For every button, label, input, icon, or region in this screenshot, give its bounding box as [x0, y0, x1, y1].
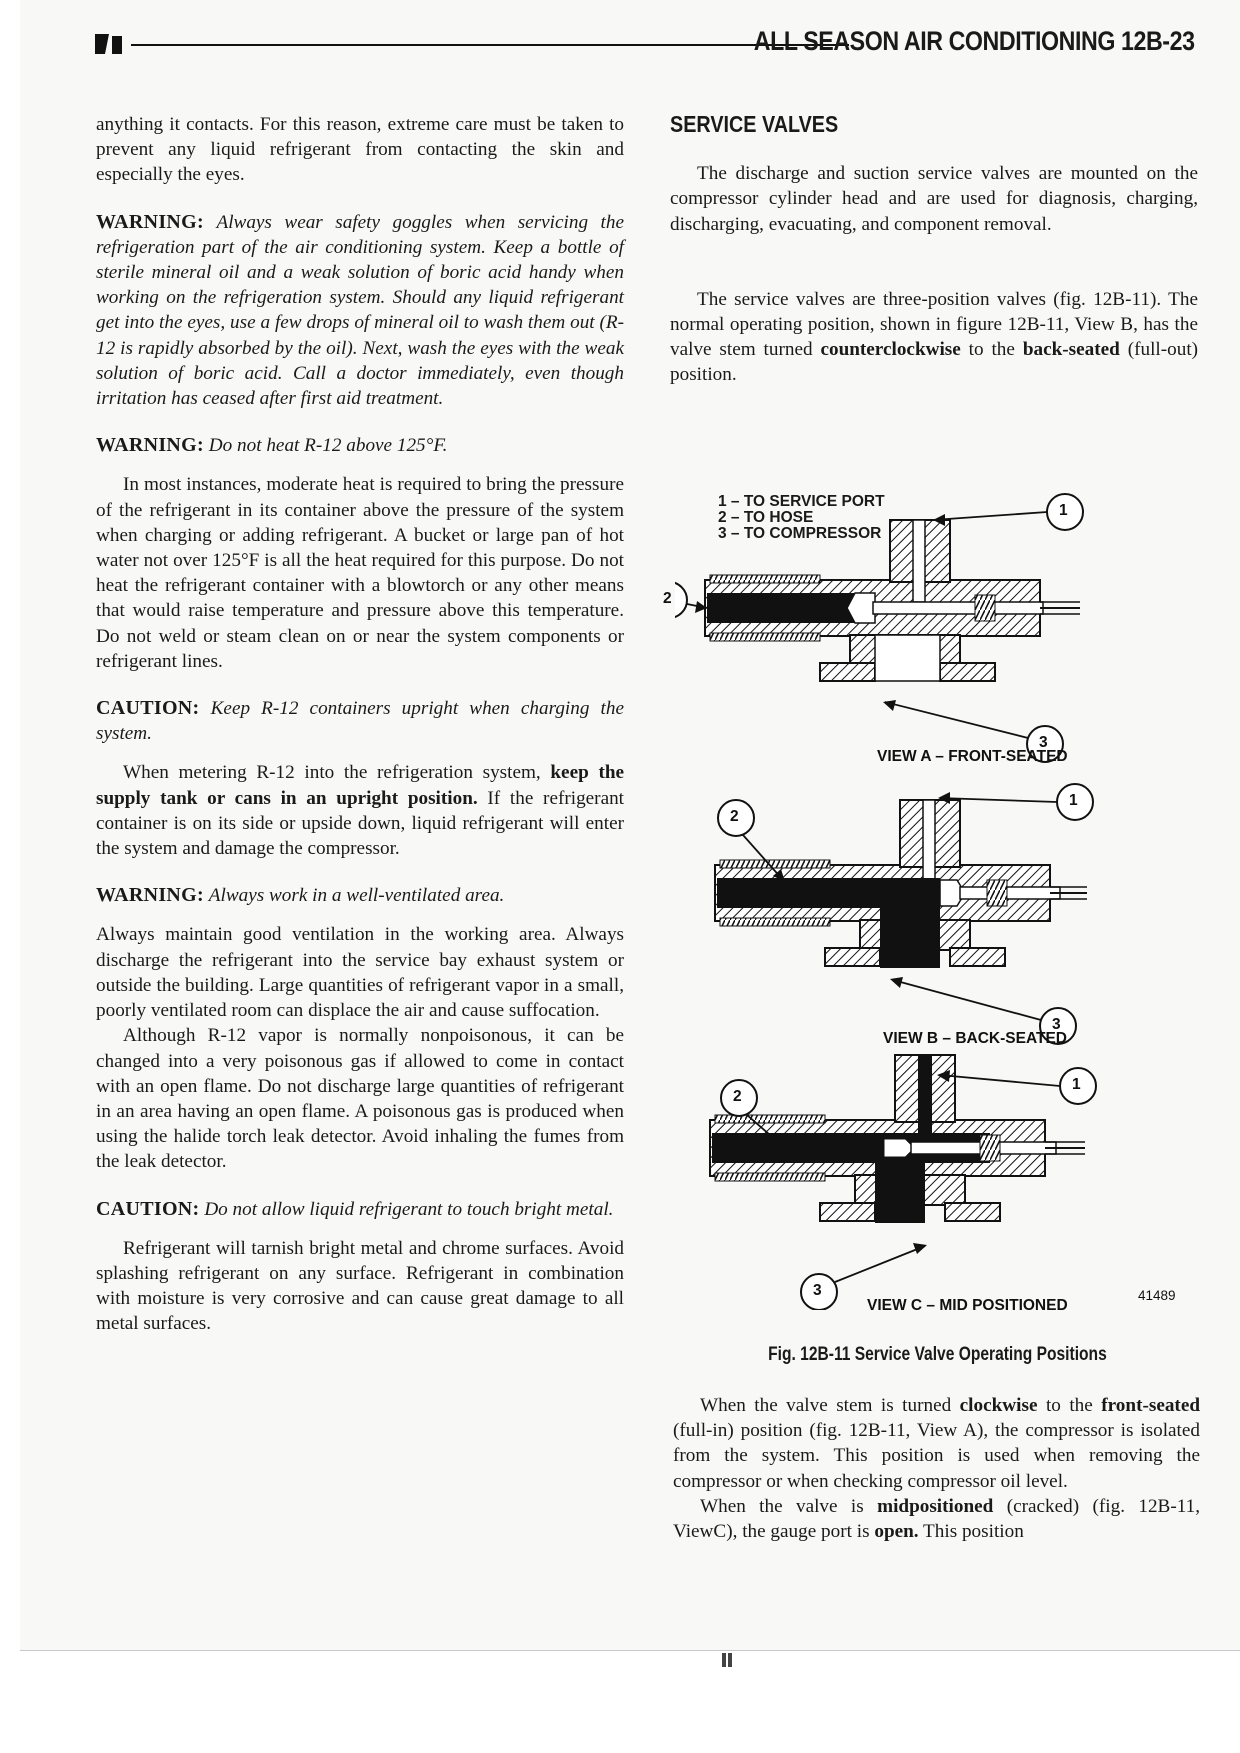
view-a-label: VIEW A – FRONT-SEATED: [877, 748, 1068, 765]
text-run: If the refrigerant container is on its side or upside down, liquid refrigerant will enter the system and damage the compressor.: [96, 787, 625, 860]
binding-mark: [728, 1653, 732, 1667]
caution-upright: [96, 696, 624, 746]
text-run: (cracked) (fig. 12B-11, ViewC), the gauge port is: [673, 1495, 1201, 1543]
text-run: The service valves are three-position valves (fig. 12B-11). The normal operating position, shown in figure 12B-11, View B, has the valve stem turned: [670, 288, 1198, 361]
figure-caption-text: Fig. 12B-11 Service Valve Operating Positions: [768, 1344, 1107, 1365]
legend-item: 1 – TO SERVICE PORT: [718, 493, 885, 510]
callout-number: 2: [663, 590, 672, 607]
legend-item: 2 – TO HOSE: [718, 509, 814, 526]
legend-item: 3 – TO COMPRESSOR: [718, 525, 882, 542]
emphasis: open.: [874, 1521, 919, 1543]
paragraph: Refrigerant will tarnish bright metal and chrome surfaces. Avoid splashing refrigerant on any surface. Refrigerant in combination with moisture is very corrosive and can cause great damage to all metal surfaces.: [96, 1237, 624, 1335]
emphasis: back-seated: [1022, 339, 1120, 361]
caution-text: Do not allow liquid refrigerant to touch bright metal.: [204, 1198, 614, 1220]
emphasis: counterclockwise: [820, 339, 961, 361]
view-b-label: VIEW B – BACK-SEATED: [883, 1030, 1068, 1047]
page-header: [95, 26, 1195, 64]
paragraph: Always maintain good ventilation in the working area. Always discharge the refrigerant into the service bay exhaust system or outside the building. Large quantities of refrigerant vapor in a small, poorly ventilated room can displace the air and cause suffocation.: [96, 924, 624, 1022]
paragraph: [96, 760, 624, 861]
emphasis: front-seated: [1101, 1395, 1201, 1416]
valve-view-c: [710, 1055, 1085, 1223]
emphasis: midpositioned: [877, 1495, 994, 1517]
text-run: This position: [923, 1521, 1024, 1543]
warning-ventilation: [96, 883, 624, 908]
right-column: [670, 112, 1198, 388]
binding-mark: [722, 1653, 726, 1667]
paragraph: The discharge and suction service valves are mounted on the compressor cylinder head and are used for diagnosis, charging, discharging, evacuating, and component removal.: [670, 163, 1198, 235]
caution-label: CAUTION:: [96, 1197, 200, 1220]
warning-eye-protection: [96, 210, 624, 412]
paragraph: Although R-12 vapor is normally nonpoisonous, it can be changed into a very poisonous gas if allowed to come in contact with an open flame. Do not discharge large quantities of refrigerant in an area having an open flame. A poisonous gas is produced when using the halide torch leak detector. Avoid inhaling the fumes from the leak detector.: [96, 1025, 624, 1173]
brand-logo-icon: [95, 34, 123, 54]
text-run: (full-out) position.: [670, 339, 1199, 386]
callout-number: 3: [1052, 1016, 1061, 1033]
text-run: When metering R-12 into the refrigeration system,: [123, 762, 541, 784]
emphasis: clockwise: [959, 1395, 1038, 1416]
callout-number: 3: [1039, 734, 1048, 751]
callout-number: 2: [730, 808, 739, 825]
caution-bright-metal: [96, 1197, 624, 1222]
right-column-bottom: [673, 1393, 1200, 1544]
paragraph: [670, 287, 1198, 388]
warning-label: WARNING:: [96, 884, 204, 907]
callout-number: 1: [1069, 792, 1078, 809]
left-column: [96, 112, 624, 1337]
valve-view-a: [705, 520, 1080, 681]
text-run: When the valve stem is turned: [700, 1395, 952, 1416]
text-run: to the: [1045, 1395, 1093, 1416]
callout-number: 1: [1072, 1076, 1081, 1093]
page-bottom-edge: [20, 1650, 1240, 1651]
text-run: When the valve is: [700, 1495, 864, 1517]
paragraph: anything it contacts. For this reason, extreme care must be taken to prevent any liquid refrigerant from contacting the skin and especially the eyes.: [96, 114, 624, 186]
header-rule: [131, 44, 849, 46]
page-title: ALL SEASON AIR CONDITIONING 12B-23: [754, 26, 1195, 56]
figure-number: 41489: [1138, 1288, 1176, 1303]
section-heading: SERVICE VALVES: [670, 111, 839, 137]
text-run: (full-in) position (fig. 12B-11, View A), the compressor is isolated from the system. This position is used when removing the compressor or when checking compressor oil level.: [673, 1420, 1200, 1492]
warning-heat: [96, 433, 624, 458]
figure-caption: [675, 1344, 1200, 1366]
caution-text: Keep R-12 containers upright when charging the system.: [96, 698, 624, 745]
paragraph: [673, 1494, 1200, 1544]
warning-label: WARNING:: [96, 434, 204, 457]
emphasis: keep the supply tank or cans in an upright position.: [96, 762, 625, 809]
valve-view-b: [715, 800, 1087, 968]
paragraph: [673, 1393, 1200, 1494]
warning-text: Do not heat R-12 above 125°F.: [208, 435, 448, 457]
warning-text: Always work in a well-ventilated area.: [208, 885, 505, 907]
warning-label: WARNING:: [96, 210, 204, 233]
view-c-label: VIEW C – MID POSITIONED: [867, 1297, 1068, 1314]
paragraph: In most instances, moderate heat is required to bring the pressure of the refrigerant in its container above the pressure of the system when charging or adding refrigerant. A bucket or large pan of hot water not over 125°F is all the heat required for this purpose. Do not heat the refrigerant container with a blowtorch or any other means that would raise temperature and pressure above this temperature. Do not weld or steam clean on or near the system components or refrigerant lines.: [96, 474, 624, 672]
caution-label: CAUTION:: [96, 697, 200, 720]
figure-legend: [718, 494, 885, 542]
text-run: to the: [968, 339, 1015, 361]
callout-number: 1: [1059, 502, 1068, 519]
callout-number: 2: [733, 1088, 742, 1105]
callout-number: 3: [813, 1282, 822, 1299]
warning-text: Always wear safety goggles when servicing the refrigeration part of the air conditioning system. Keep a bottle of sterile mineral oil and a weak solution of boric acid handy when working on the refrigeration system. Should any liquid refrigerant get into the eyes, use a few drops of mineral oil to wash them out (R-12 is rapidly absorbed by the oil). Next, wash the eyes with the weak solution of boric acid. Call a doctor immediately, even though irritation has ceased after first aid treatment.: [96, 211, 624, 410]
figure-service-valves: [663, 480, 1200, 1365]
valve-diagram: [675, 480, 1200, 1310]
